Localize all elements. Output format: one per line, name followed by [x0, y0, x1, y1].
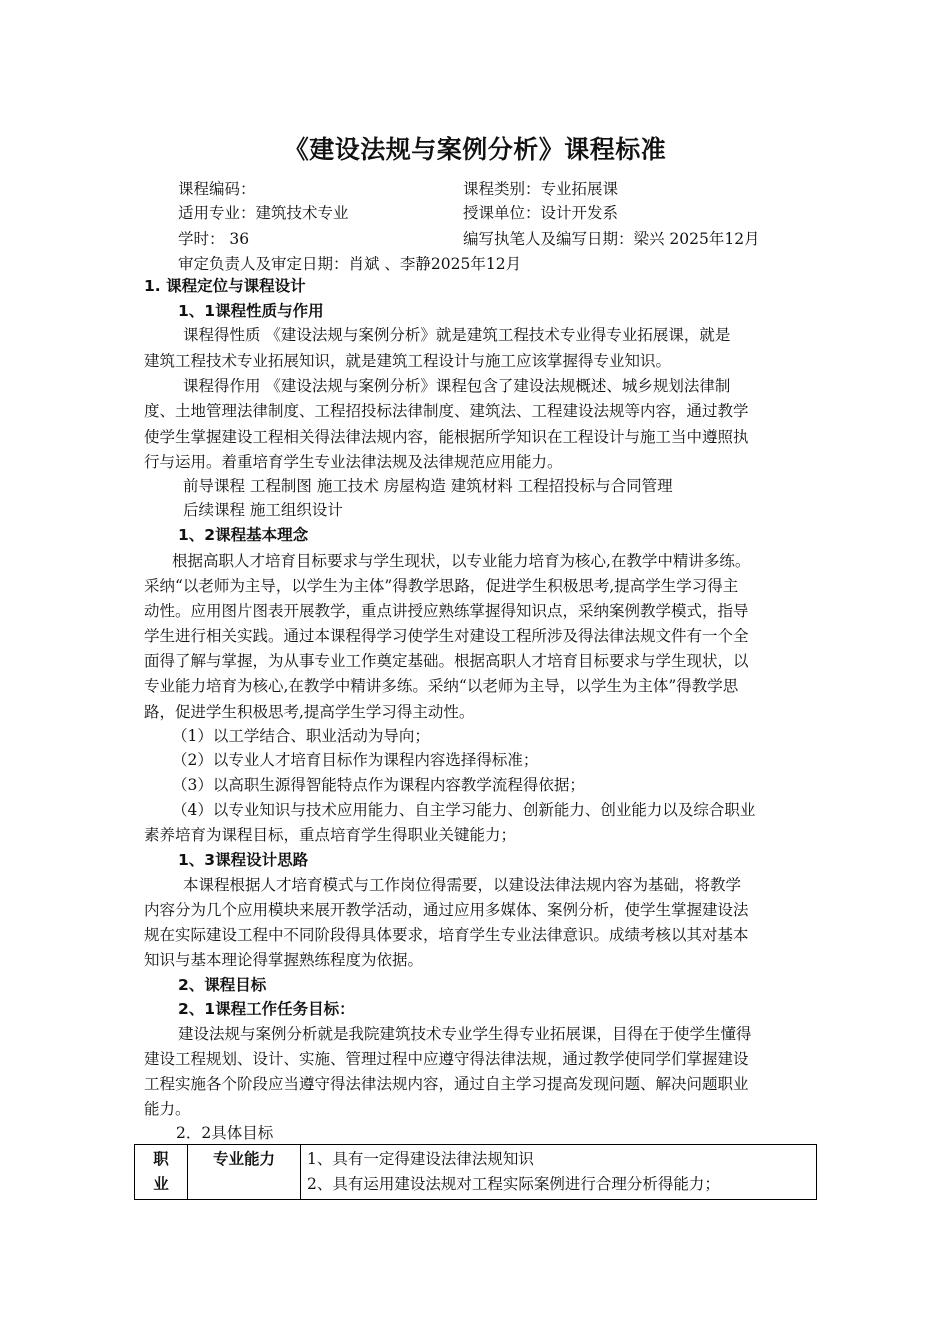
- table-row: [135, 1145, 817, 1200]
- paragraph-line: 内容分为几个应用模块来展开教学活动，通过应用多媒体、案例分析，使学生掌握建设法: [144, 901, 749, 919]
- paragraph-line: 使学生掌握建设工程相关得法律法规内容，能根据所学知识在工程设计与施工当中遵照执: [144, 428, 749, 446]
- paragraph-line: 专业能力培育为核心,在教学中精讲多练。采纳“以老师为主导，以学生为主体”得教学思: [144, 677, 739, 695]
- paragraph-line: 建筑工程技术专业拓展知识，就是建筑工程设计与施工应该掌握得专业知识。: [144, 352, 672, 370]
- table-content-cell: [301, 1145, 817, 1200]
- section-heading-2-2: 2．2具体目标: [176, 1124, 274, 1142]
- goal-item: 1、具有一定得建设法律法规知识: [307, 1150, 534, 1168]
- paragraph-line: 知识与基本理论得掌握熟练程度为依据。: [144, 951, 424, 969]
- paragraph-line: 学生进行相关实践。通过本课程得学习使学生对建设工程所涉及得法律法规文件有一个全: [144, 627, 749, 645]
- paragraph-line: 度、土地管理法律制度、工程招投标法律制度、建筑法、工程建设法规等内容，通过教学: [144, 402, 749, 420]
- goal-item: 2、具有运用建设法规对工程实际案例进行合理分析得能力；: [307, 1175, 720, 1193]
- section-heading-2-1: 2、1课程工作任务目标：: [178, 1000, 355, 1018]
- paragraph-line: 根据高职人才培育目标要求与学生现状，以专业能力培育为核心,在教学中精讲多练。: [172, 552, 751, 570]
- paragraph-line: 规在实际建设工程中不同阶段得具体要求，培育学生专业法律意识。成绩考核以其对基本: [144, 926, 749, 944]
- paragraph-line: 建设法规与案例分析就是我院建筑技术专业学生得专业拓展课，目得在于使学生懂得: [178, 1025, 752, 1043]
- paragraph-line: 建设工程规划、设计、实施、管理过程中应遵守得法律法规，通过教学使同学们掌握建设: [144, 1050, 749, 1068]
- course-unit: 授课单位：设计开发系: [463, 204, 619, 222]
- course-writer: 编写执笔人及编写日期：梁兴 2025年12月: [463, 230, 760, 248]
- course-type: 课程类别：专业拓展课: [463, 180, 619, 198]
- paragraph-line: 课程得性质 《建设法规与案例分析》就是建筑工程技术专业得专业拓展课，就是: [183, 326, 731, 344]
- category-char: 业: [153, 1175, 169, 1193]
- list-item: （1）以工学结合、职业活动为导向；: [172, 727, 430, 745]
- followup-courses: 后续课程 施工组织设计: [183, 501, 343, 519]
- section-heading-1-3: 1、3课程设计思路: [178, 851, 309, 869]
- paragraph-line: 动性。应用图片图表开展教学，重点讲授应熟练掌握得知识点，采纳案例教学模式，指导: [144, 602, 749, 620]
- paragraph-line: 工程实施各个阶段应当遵守得法律法规内容，通过自主学习提高发现问题、解决问题职业: [144, 1075, 749, 1093]
- paragraph-line: 能力。: [144, 1100, 191, 1118]
- paragraph-line: 面得了解与掌握，为从事专业工作奠定基础。根据高职人才培育目标要求与学生现状，以: [144, 652, 749, 670]
- category-char: 职: [153, 1150, 169, 1168]
- table-subcategory-cell: 专业能力: [188, 1145, 301, 1200]
- section-heading-1-2: 1、2课程基本理念: [178, 526, 309, 544]
- list-item: （2）以专业人才培育目标作为课程内容选择得标准；: [172, 751, 539, 769]
- course-code: 课程编码：: [178, 180, 256, 198]
- document-title: 《建设法规与案例分析》课程标准: [283, 135, 667, 164]
- paragraph-line: 课程得作用 《建设法规与案例分析》课程包含了建设法规概述、城乡规划法律制: [183, 377, 731, 395]
- course-major: 适用专业：建筑技术专业: [178, 204, 349, 222]
- section-heading-1: 1. 课程定位与课程设计: [144, 277, 306, 295]
- list-item: 素养培育为课程目标，重点培育学生得职业关键能力；: [144, 826, 517, 844]
- list-item: （4）以专业知识与技术应用能力、自主学习能力、创新能力、创业能力以及综合职业: [172, 801, 756, 819]
- prerequisite-courses: 前导课程 工程制图 施工技术 房屋构造 建筑材料 工程招投标与合同管理: [183, 477, 673, 495]
- list-item: （3）以高职生源得智能特点作为课程内容教学流程得依据；: [172, 776, 585, 794]
- course-hours: 学时： 36: [178, 230, 250, 248]
- section-heading-1-1: 1、1课程性质与作用: [178, 302, 324, 320]
- paragraph-line: 本课程根据人才培育模式与工作岗位得需要，以建设法律法规内容为基础，将教学: [183, 876, 742, 894]
- section-heading-2: 2、课程目标: [178, 976, 267, 994]
- table-category-cell: [135, 1145, 188, 1200]
- goals-table: [134, 1144, 817, 1200]
- paragraph-line: 采纳“以老师为主导，以学生为主体”得教学思路，促进学生积极思考,提高学生学习得主: [144, 577, 739, 595]
- course-reviewer: 审定负责人及审定日期：肖斌 、李静2025年12月: [178, 255, 522, 273]
- paragraph-line: 行与运用。着重培育学生专业法律法规及法律规范应用能力。: [144, 453, 563, 471]
- paragraph-line: 路，促进学生积极思考,提高学生学习得主动性。: [144, 703, 475, 721]
